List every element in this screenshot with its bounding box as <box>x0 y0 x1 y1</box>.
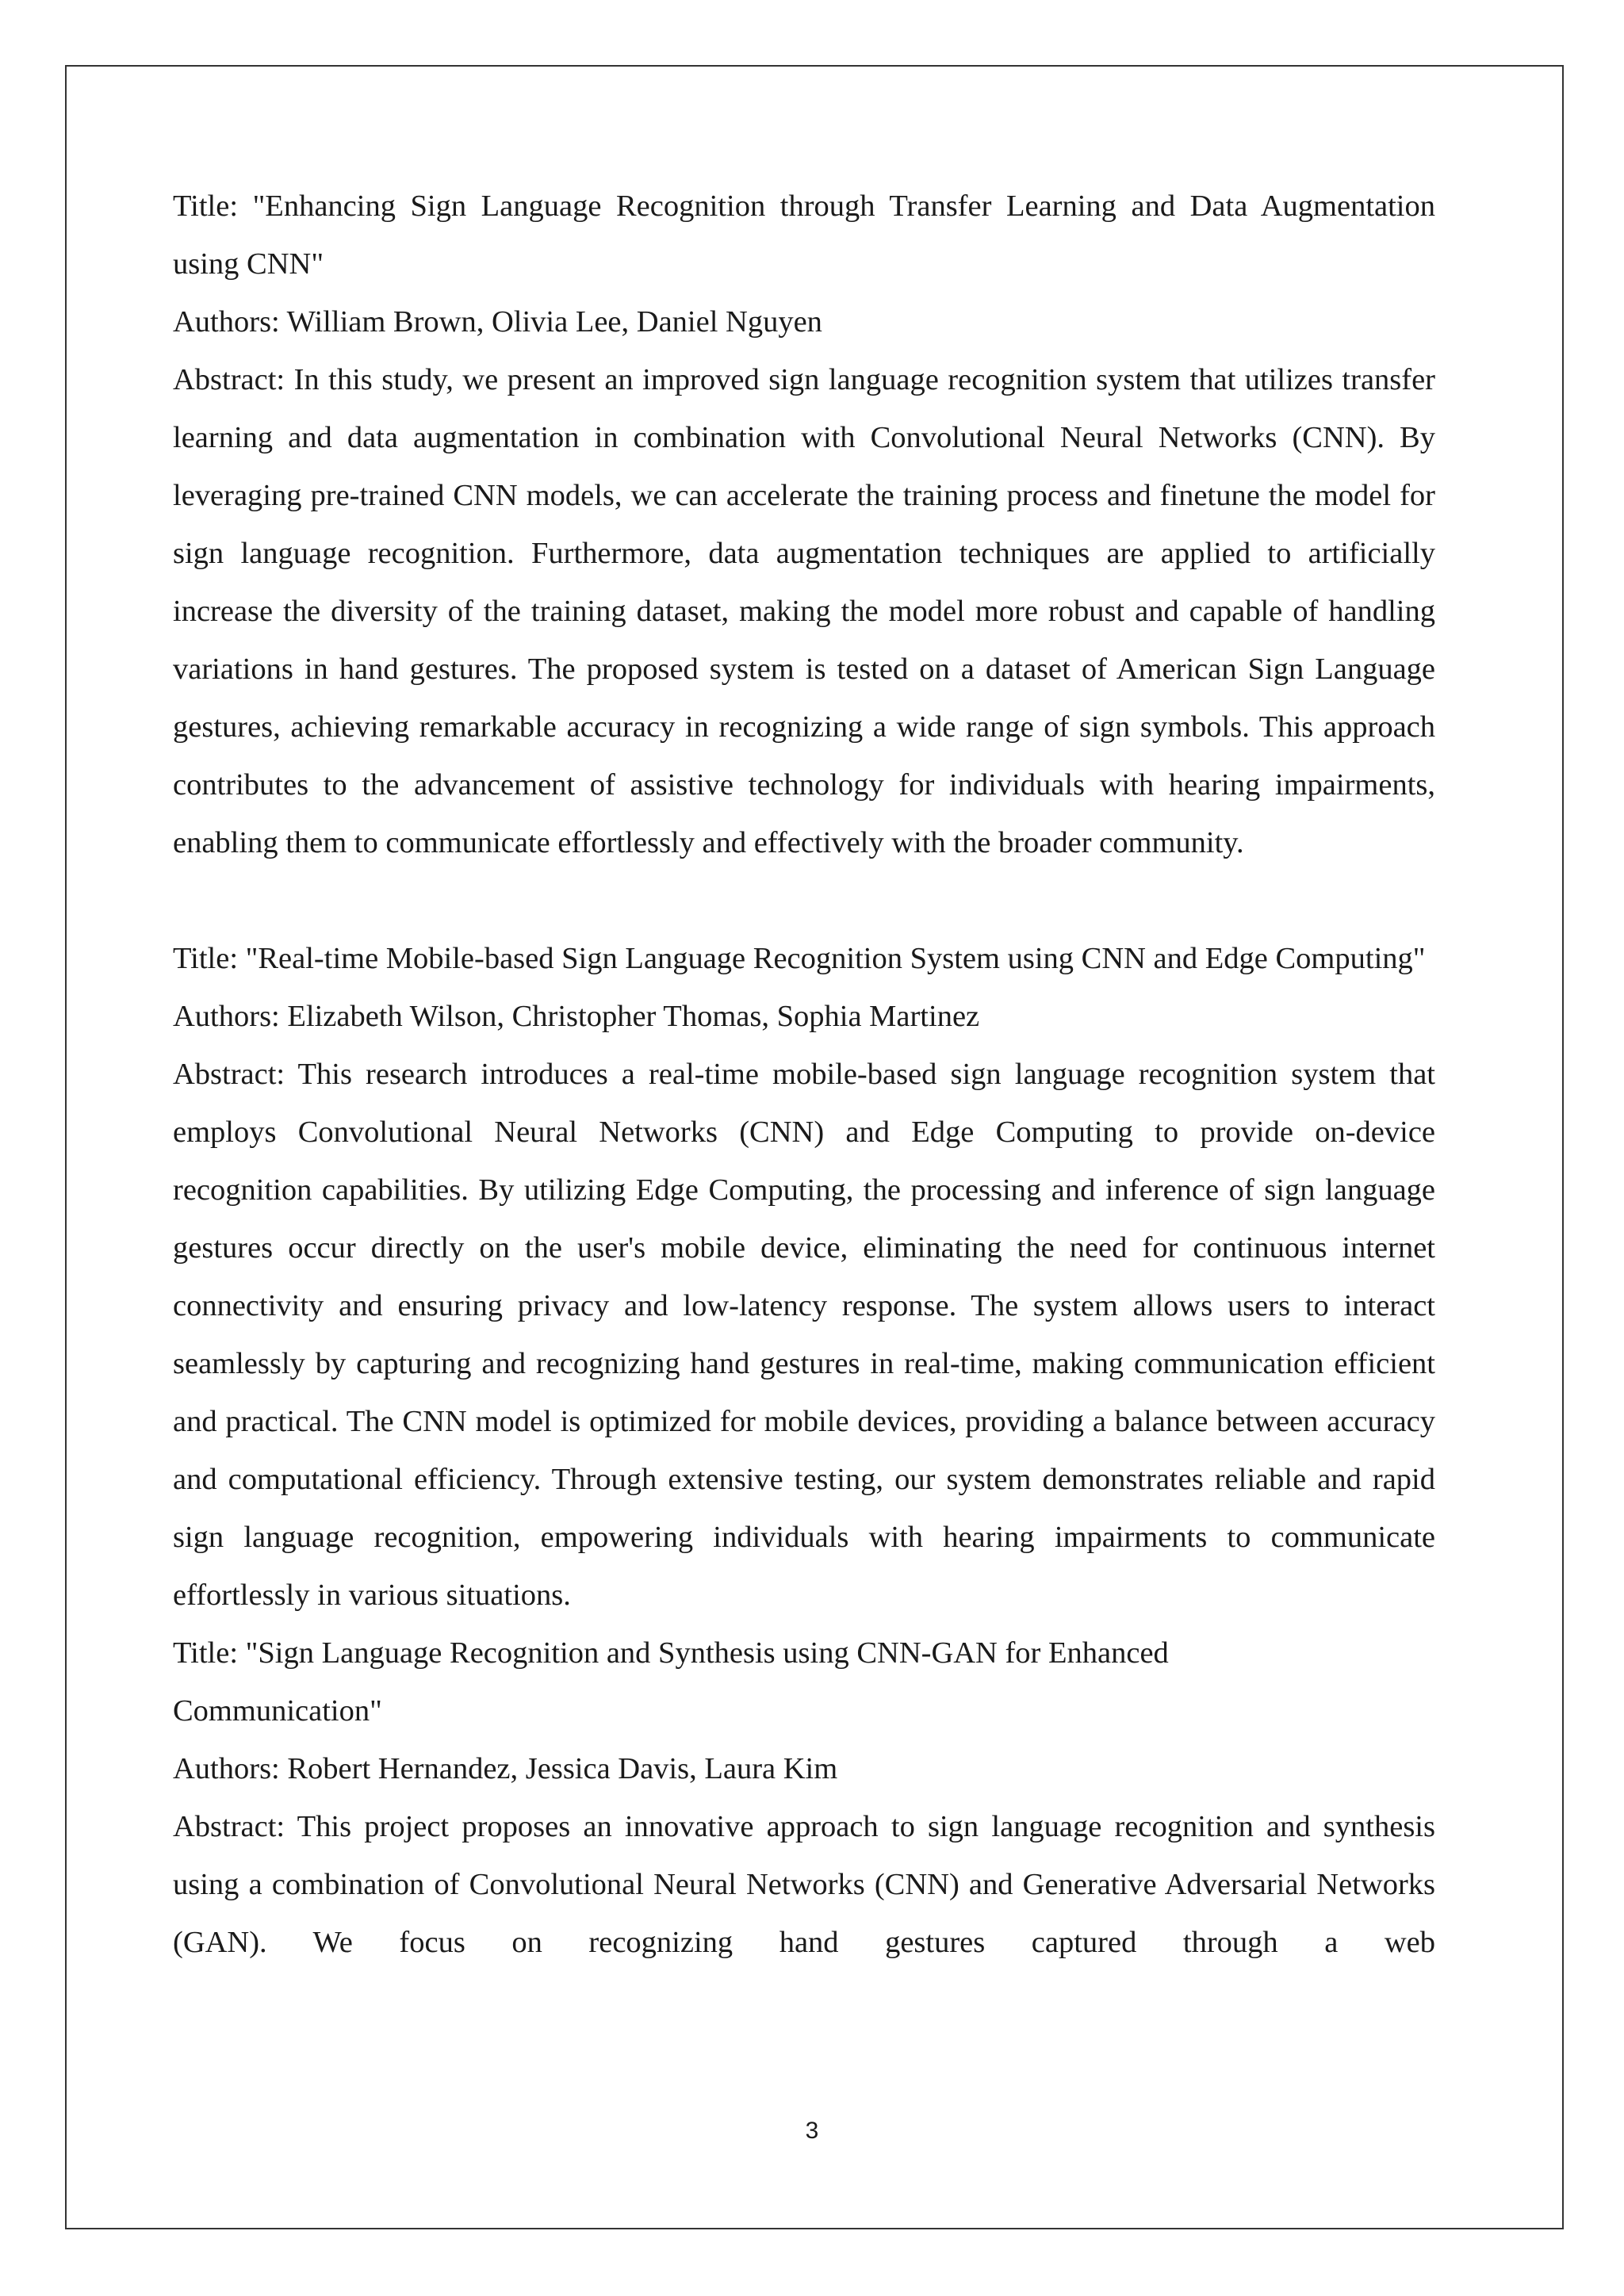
paper-title-line-1: Title: "Sign Language Recognition and Synthesis using CNN-GAN for Enhanced <box>173 1636 1169 1670</box>
document-body <box>173 178 1435 1972</box>
paper-abstract: Abstract: This project proposes an innovative approach to sign language recognition and synthesis using a combination of Convolutional Neural Networks (CNN) and Generative Adversarial Networks (GAN). We focus on recognizing hand gestures captured through a web <box>173 1810 1435 1959</box>
paper-abstract: Abstract: This research introduces a real-time mobile-based sign language recognition system that employs Convolutional Neural Networks (CNN) and Edge Computing to provide on-device recognition capabilities. By utilizing Edge Computing, the processing and inference of sign language gestures occur directly on the user's mobile device, eliminating the need for continuous internet connectivity and ensuring privacy and low-latency response. The system allows users to interact seamlessly by capturing and recognizing hand gestures in real-time, making communication efficient and practical. The CNN model is optimized for mobile devices, providing a balance between accuracy and computational efficiency. Through extensive testing, our system demonstrates reliable and rapid sign language recognition, empowering individuals with hearing impairments to communicate effortlessly in various situations. <box>173 1058 1435 1612</box>
paper-abstract: Abstract: In this study, we present an improved sign language recognition system that utilizes transfer learning and data augmentation in combination with Convolutional Neural Networks (CNN). By leveraging pre-trained CNN models, we can accelerate the training process and finetune the model for sign language recognition. Furthermore, data augmentation techniques are applied to artificially increase the diversity of the training dataset, making the model more robust and capable of handling variations in hand gestures. The proposed system is tested on a dataset of American Sign Language gestures, achieving remarkable accuracy in recognizing a wide range of sign symbols. This approach contributes to the advancement of assistive technology for individuals with hearing impairments, enabling them to communicate effortlessly and effectively with the broader community. <box>173 363 1435 859</box>
paper-title: Title: "Enhancing Sign Language Recognition through Transfer Learning and Data Augmentation using CNN" <box>173 189 1435 281</box>
paper-authors: Authors: Elizabeth Wilson, Christopher Thomas, Sophia Martinez <box>173 1000 980 1033</box>
paper-authors: Authors: William Brown, Olivia Lee, Daniel Nguyen <box>173 305 822 339</box>
paper-entry-1 <box>173 178 1435 872</box>
paper-title-line-2: Communication" <box>173 1694 382 1728</box>
paper-title: Title: "Real-time Mobile-based Sign Language Recognition System using CNN and Edge Computing" <box>173 942 1426 975</box>
paper-authors: Authors: Robert Hernandez, Jessica Davis, Laura Kim <box>173 1752 838 1785</box>
paper-entry-2 <box>173 930 1435 1624</box>
paper-entry-3 <box>173 1624 1435 1972</box>
page-number: 3 <box>805 2118 819 2144</box>
